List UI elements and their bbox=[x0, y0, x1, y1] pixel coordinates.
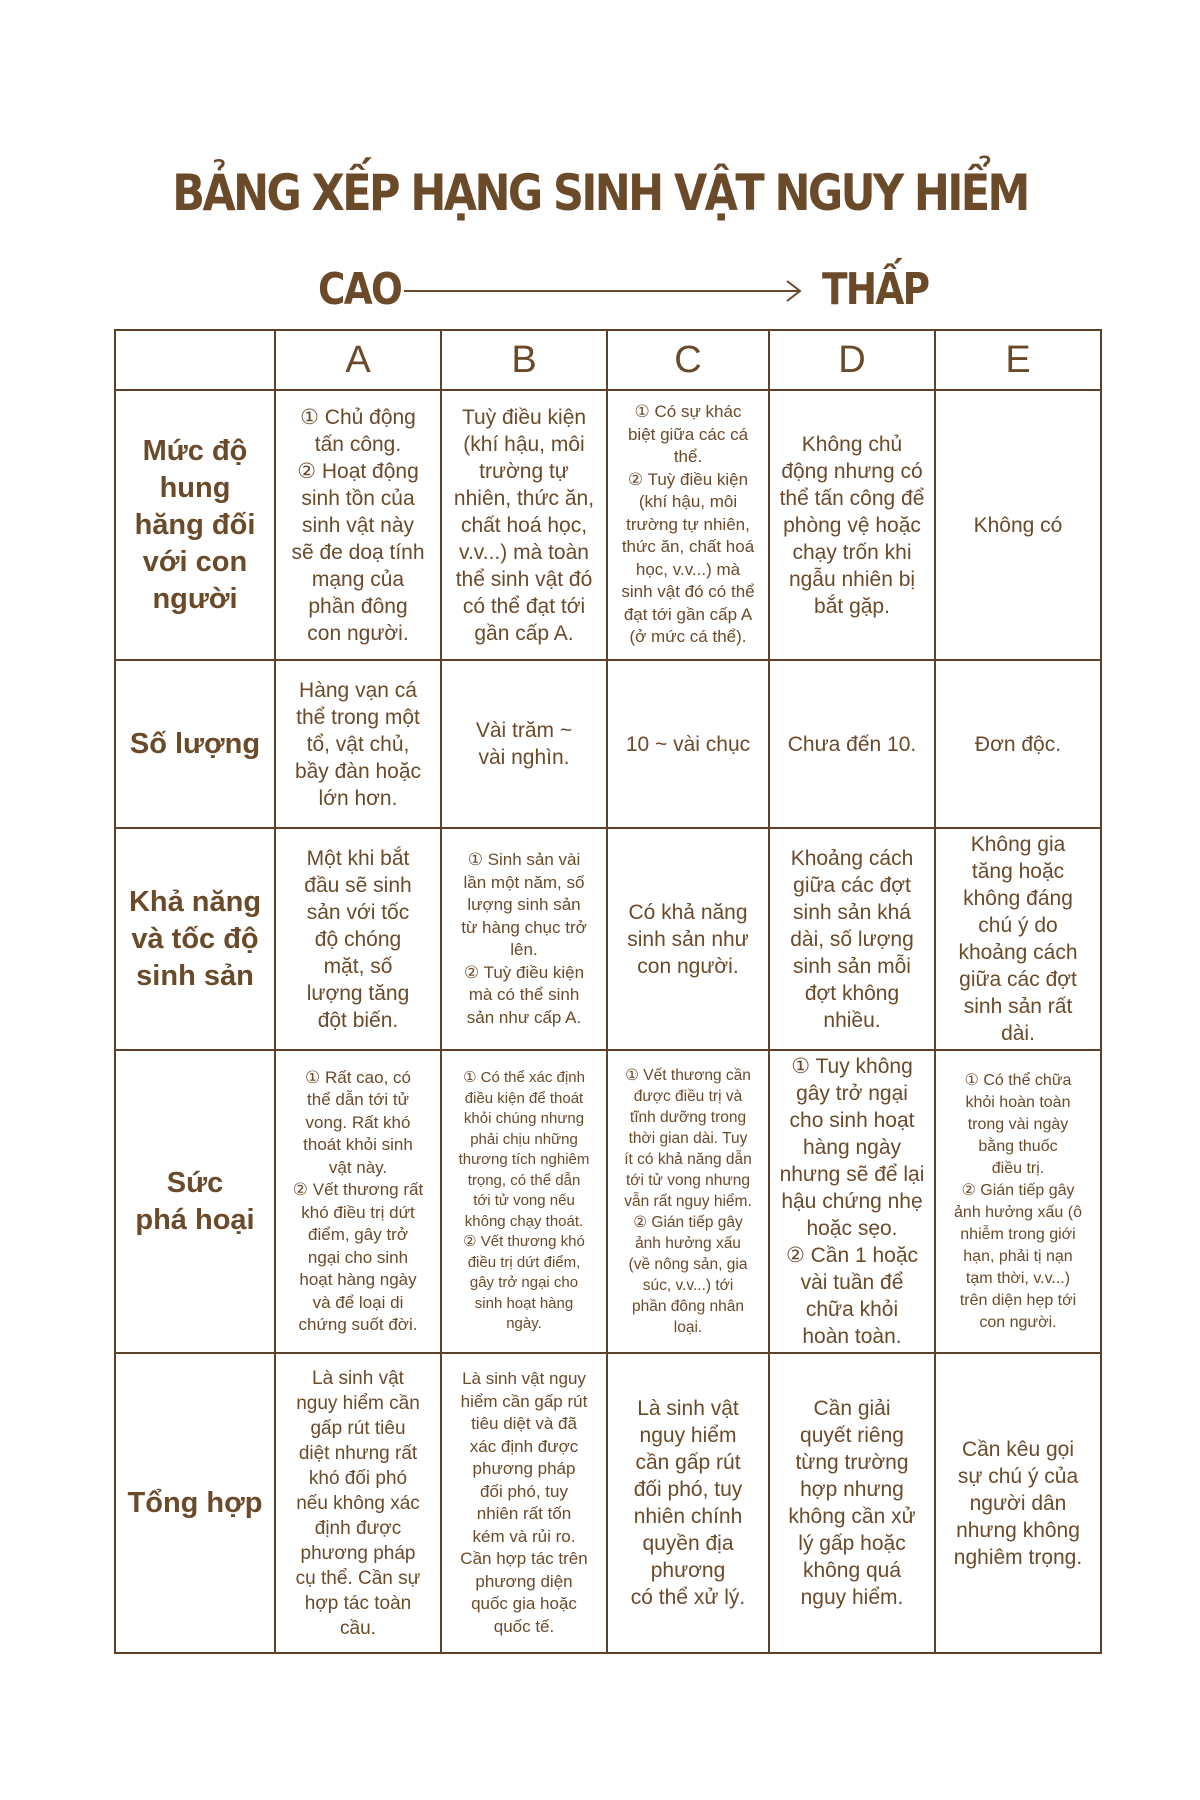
table-cell: Là sinh vật nguy hiểm cần gấp rút tiêu diệt nhưng rất khó đối phó nếu không xác định được phương pháp cụ thể. Cần sự hợp tác toàn cầu. bbox=[275, 1353, 441, 1653]
row-header-destruction: Sức phá hoại bbox=[115, 1050, 275, 1353]
table-cell: Khoảng cách giữa các đợt sinh sản khá dài, số lượng sinh sản mỗi đợt không nhiều. bbox=[769, 828, 935, 1050]
table-cell: ① Có thể chữa khỏi hoàn toàn trong vài ngày bằng thuốc điều trị. ② Gián tiếp gây ảnh hưởng xấu (ô nhiễm trong giới hạn, phải tị nạn tạm thời, v.v...) trên diện hẹp tới con người. bbox=[935, 1050, 1101, 1353]
column-header-d: D bbox=[769, 330, 935, 390]
column-header-e: E bbox=[935, 330, 1101, 390]
table-cell: 10 ~ vài chục bbox=[607, 660, 769, 828]
column-header-a: A bbox=[275, 330, 441, 390]
table-cell: Cần kêu gọi sự chú ý của người dân nhưng không nghiêm trọng. bbox=[935, 1353, 1101, 1653]
table-cell: Chưa đến 10. bbox=[769, 660, 935, 828]
table-cell: Là sinh vật nguy hiểm cần gấp rút tiêu diệt và đã xác định được phương pháp đối phó, tuy nhiên rất tốn kém và rủi ro. Cần hợp tác trên phương diện quốc gia hoặc quốc tế. bbox=[441, 1353, 607, 1653]
table-row-reproduction bbox=[115, 828, 1101, 1050]
table-row-summary bbox=[115, 1353, 1101, 1653]
row-header-aggression: Mức độ hung hăng đối với con người bbox=[115, 390, 275, 660]
row-header-summary: Tổng hợp bbox=[115, 1353, 275, 1653]
table-cell: Tuỳ điều kiện (khí hậu, môi trường tự nhiên, thức ăn, chất hoá học, v.v...) mà toàn thể sinh vật đó có thể đạt tới gần cấp A. bbox=[441, 390, 607, 660]
table-cell: Đơn độc. bbox=[935, 660, 1101, 828]
table-cell: Không có bbox=[935, 390, 1101, 660]
table-cell: Hàng vạn cá thể trong một tổ, vật chủ, bầy đàn hoặc lớn hơn. bbox=[275, 660, 441, 828]
table-cell: Là sinh vật nguy hiểm cần gấp rút đối phó, tuy nhiên chính quyền địa phương có thể xử lý. bbox=[607, 1353, 769, 1653]
column-header-b: B bbox=[441, 330, 607, 390]
danger-scale bbox=[0, 264, 1200, 328]
row-header-quantity: Số lượng bbox=[115, 660, 275, 828]
danger-ranking-table bbox=[114, 329, 1102, 1654]
row-header-reproduction: Khả năng và tốc độ sinh sản bbox=[115, 828, 275, 1050]
table-header-row bbox=[115, 330, 1101, 390]
page-title: BẢNG XẾP HẠNG SINH VẬT NGUY HIỂM bbox=[172, 164, 1028, 222]
scale-arrow-icon bbox=[404, 276, 804, 306]
table-row-destruction bbox=[115, 1050, 1101, 1353]
scale-low-label: THẤP bbox=[822, 264, 929, 315]
table-cell: Cần giải quyết riêng từng trường hợp nhưng không cần xử lý gấp hoặc không quá nguy hiểm. bbox=[769, 1353, 935, 1653]
table-cell: Không gia tăng hoặc không đáng chú ý do khoảng cách giữa các đợt sinh sản rất dài. bbox=[935, 828, 1101, 1050]
table-cell: ① Vết thương cần được điều trị và tĩnh dưỡng trong thời gian dài. Tuy ít có khả năng dẫn tới tử vong nhưng vẫn rất nguy hiểm. ② Gián tiếp gây ảnh hưởng xấu (về nông sản, gia súc, v.v...) tới phần đông nhân loại. bbox=[607, 1050, 769, 1353]
table-cell: Một khi bắt đầu sẽ sinh sản với tốc độ chóng mặt, số lượng tăng đột biến. bbox=[275, 828, 441, 1050]
table-cell: ① Chủ động tấn công. ② Hoạt động sinh tồn của sinh vật này sẽ đe doạ tính mạng của phần đông con người. bbox=[275, 390, 441, 660]
table-cell: ① Rất cao, có thể dẫn tới tử vong. Rất khó thoát khỏi sinh vật này. ② Vết thương rất khó điều trị dứt điểm, gây trở ngại cho sinh hoạt hàng ngày và để loại di chứng suốt đời. bbox=[275, 1050, 441, 1353]
table-cell: Vài trăm ~ vài nghìn. bbox=[441, 660, 607, 828]
table-cell: ① Sinh sản vài lần một năm, số lượng sinh sản từ hàng chục trở lên. ② Tuỳ điều kiện mà có thể sinh sản như cấp A. bbox=[441, 828, 607, 1050]
table-cell: ① Có thể xác định điều kiện để thoát khỏi chúng nhưng phải chịu những thương tích nghiêm trọng, có thể dẫn tới tử vong nếu không chạy thoát. ② Vết thương khó điều trị dứt điểm, gây trở ngại cho sinh hoạt hàng ngày. bbox=[441, 1050, 607, 1353]
scale-high-label: CAO bbox=[318, 264, 402, 315]
table-row-quantity bbox=[115, 660, 1101, 828]
column-header-c: C bbox=[607, 330, 769, 390]
table-corner-cell bbox=[115, 330, 275, 390]
table-row-aggression bbox=[115, 390, 1101, 660]
table-cell: Không chủ động nhưng có thể tấn công để phòng vệ hoặc chạy trốn khi ngẫu nhiên bị bắt gặp. bbox=[769, 390, 935, 660]
table-cell: Có khả năng sinh sản như con người. bbox=[607, 828, 769, 1050]
table-cell: ① Tuy không gây trở ngại cho sinh hoạt hàng ngày nhưng sẽ để lại hậu chứng nhẹ hoặc sẹo. ② Cần 1 hoặc vài tuần để chữa khỏi hoàn toàn. bbox=[769, 1050, 935, 1353]
table-cell: ① Có sự khác biệt giữa các cá thể. ② Tuỳ điều kiện (khí hậu, môi trường tự nhiên, thức ăn, chất hoá học, v.v...) mà sinh vật đó có thể đạt tới gần cấp A (ở mức cá thể). bbox=[607, 390, 769, 660]
